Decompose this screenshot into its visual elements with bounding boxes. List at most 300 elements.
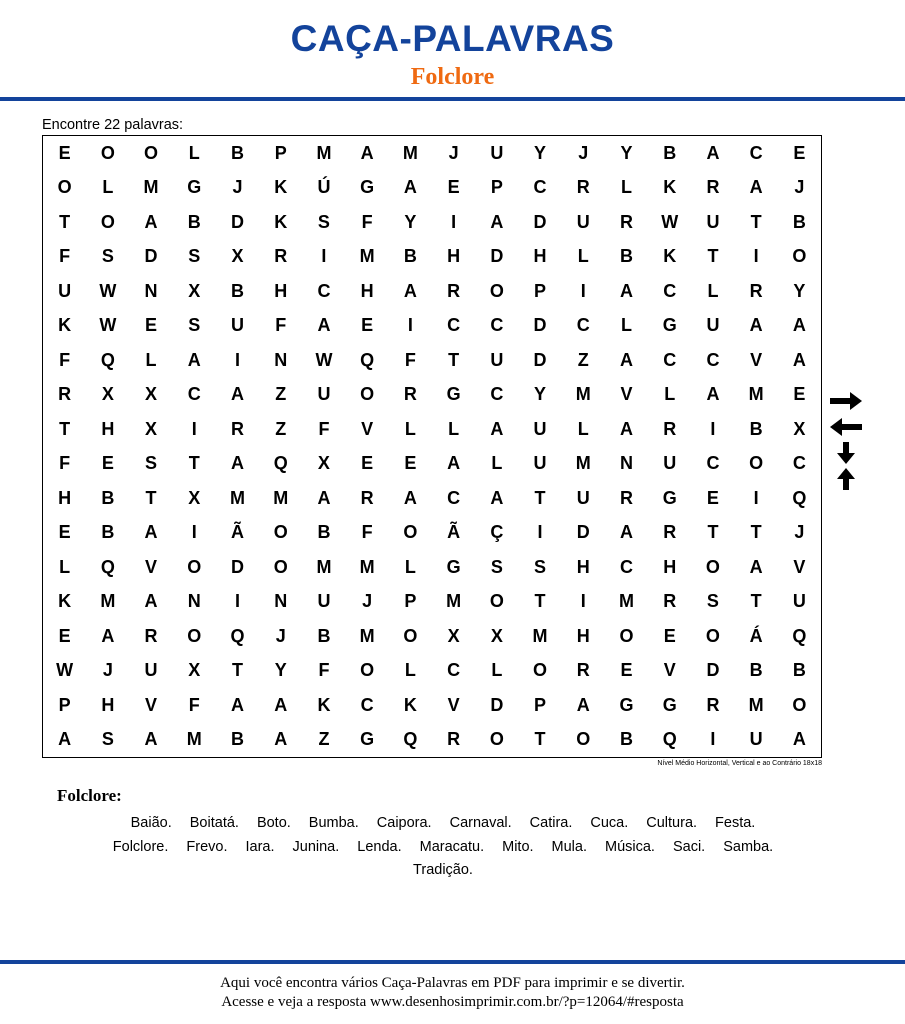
word-list-item: Baião. — [130, 815, 172, 831]
word-list-item: Saci. — [672, 838, 706, 855]
grid-cell: L — [577, 246, 589, 267]
grid-cell: O — [619, 625, 634, 646]
grid-cell: H — [576, 556, 590, 577]
word-list-item: Caipora. — [376, 815, 432, 831]
grid-cell: T — [231, 660, 243, 681]
grid-cell: E — [58, 142, 71, 163]
grid-cell: B — [230, 280, 244, 301]
grid-cell: N — [619, 453, 633, 474]
grid-cell: E — [58, 625, 71, 646]
grid-cell: C — [447, 315, 461, 336]
grid-cell: A — [144, 211, 158, 232]
grid-cell: M — [186, 729, 202, 750]
grid-cell: M — [532, 625, 548, 646]
grid-cell: R — [663, 418, 677, 439]
grid-cell: D — [490, 246, 504, 267]
grid-cell: Q — [273, 453, 288, 474]
grid-cell: D — [230, 556, 244, 577]
grid-cell: C — [447, 487, 461, 508]
grid-cell: H — [101, 694, 115, 715]
grid-cell: V — [145, 556, 158, 577]
grid-cell: I — [407, 315, 413, 336]
grid-cell: C — [663, 349, 677, 370]
grid-cell: Ç — [490, 522, 504, 543]
word-list — [40, 812, 846, 883]
grid-cell: A — [403, 177, 417, 198]
grid-cell: D — [533, 349, 547, 370]
grid-cell: A — [619, 418, 633, 439]
grid-cell: Q — [230, 625, 245, 646]
footer-line-2: Acesse e veja a resposta www.desenhosimprimir.com.br/?p=12064/#resposta — [221, 994, 684, 1010]
grid-cell: M — [748, 384, 764, 405]
grid-cell: H — [360, 280, 374, 301]
grid-cell: V — [447, 694, 460, 715]
grid-cell: X — [447, 625, 460, 646]
word-list-item: Boto. — [256, 815, 291, 831]
grid-cell: A — [187, 349, 201, 370]
grid-cell: A — [230, 453, 244, 474]
grid-cell: A — [490, 211, 504, 232]
grid-cell: B — [403, 246, 417, 267]
grid-cell: P — [58, 694, 71, 715]
grid-cell: I — [753, 246, 759, 267]
grid-cell: O — [360, 384, 375, 405]
grid-cell: B — [663, 142, 677, 163]
grid-cell: T — [534, 591, 546, 612]
grid-cell: B — [619, 246, 633, 267]
grid-cell: F — [188, 694, 200, 715]
grid-cell: X — [317, 453, 330, 474]
grid-cell: J — [362, 591, 373, 612]
word-list-item: Folclore. — [112, 838, 169, 855]
grid-cell: F — [361, 211, 373, 232]
grid-cell: V — [145, 694, 158, 715]
grid-cell: U — [533, 453, 547, 474]
grid-cell: E — [447, 177, 460, 198]
grid-cell: O — [273, 522, 288, 543]
grid-cell: U — [749, 729, 763, 750]
grid-cell: U — [533, 418, 547, 439]
grid-cell: U — [706, 211, 720, 232]
grid-cell: O — [100, 211, 115, 232]
grid-cell: A — [706, 142, 720, 163]
grid-cell: R — [576, 660, 590, 681]
grid-cell: M — [446, 591, 462, 612]
grid-cell: A — [360, 142, 374, 163]
grid-cell: I — [753, 487, 759, 508]
grid-cell: E — [361, 315, 374, 336]
grid-cell: L — [188, 142, 200, 163]
grid-cell: W — [661, 211, 679, 232]
grid-cell: R — [403, 384, 417, 405]
grid-cell: S — [534, 556, 547, 577]
grid-cell: A — [749, 315, 763, 336]
grid-cell: N — [274, 349, 288, 370]
grid-cell: T — [145, 487, 157, 508]
grid-cell: C — [663, 280, 677, 301]
grid-cell: Ã — [230, 522, 244, 543]
level-note: Nível Médio Horizontal, Vertical e ao Contrário 18x18 — [657, 760, 822, 767]
grid-cell: R — [360, 487, 374, 508]
grid-cell: A — [403, 280, 417, 301]
grid-cell: M — [575, 384, 591, 405]
grid-cell: C — [619, 556, 633, 577]
grid-cell: C — [490, 384, 504, 405]
grid-cell: O — [489, 729, 504, 750]
grid-cell: T — [534, 729, 546, 750]
grid-cell: A — [144, 522, 158, 543]
grid-cell: W — [56, 660, 74, 681]
grid-cell: Y — [404, 211, 417, 232]
word-list-item: Mito. — [502, 838, 534, 855]
header-divider — [0, 97, 905, 101]
grid-cell: C — [360, 694, 374, 715]
grid-cell: B — [101, 487, 115, 508]
grid-cell: Z — [275, 418, 287, 439]
grid-cell: P — [534, 280, 547, 301]
grid-cell: B — [749, 418, 763, 439]
grid-cell: O — [705, 625, 720, 646]
grid-cell: O — [403, 625, 418, 646]
grid-cell: E — [793, 142, 806, 163]
grid-cell: L — [404, 660, 416, 681]
grid-cell: C — [749, 142, 763, 163]
grid-cell: K — [663, 177, 677, 198]
grid-cell: A — [706, 384, 720, 405]
grid-cell: L — [404, 418, 416, 439]
grid-cell: A — [230, 694, 244, 715]
grid-cell: G — [360, 177, 375, 198]
grid-cell: P — [534, 694, 547, 715]
grid-cell: N — [274, 591, 288, 612]
grid-cell: U — [58, 280, 72, 301]
grid-cell: S — [706, 591, 719, 612]
grid-cell: V — [361, 418, 374, 439]
grid-cell: U — [576, 211, 590, 232]
grid-cell: U — [663, 453, 677, 474]
grid-cell: T — [448, 349, 460, 370]
grid-cell: T — [750, 522, 762, 543]
grid-cell: L — [59, 556, 71, 577]
grid-cell: E — [404, 453, 417, 474]
grid-cell: A — [144, 729, 158, 750]
grid-cell: L — [491, 660, 503, 681]
grid-cell: T — [59, 418, 71, 439]
grid-cell: E — [706, 487, 719, 508]
grid-cell: P — [274, 142, 287, 163]
grid-cell: A — [490, 418, 504, 439]
grid-cell: A — [619, 280, 633, 301]
grid-cell: R — [230, 418, 244, 439]
arrow-up-icon — [828, 468, 864, 490]
grid-cell: R — [619, 211, 633, 232]
grid-cell: D — [144, 246, 158, 267]
grid-cell: L — [448, 418, 460, 439]
grid-cell: S — [101, 729, 114, 750]
grid-cell: G — [662, 315, 677, 336]
grid-cell: Y — [620, 142, 633, 163]
grid-cell: D — [230, 211, 244, 232]
grid-cell: B — [317, 522, 331, 543]
grid-cell: B — [230, 729, 244, 750]
grid-cell: B — [749, 660, 763, 681]
grid-cell: B — [317, 625, 331, 646]
grid-cell: E — [58, 522, 71, 543]
word-list-item: Samba. — [723, 838, 774, 855]
grid-cell: O — [144, 142, 159, 163]
grid-cell: I — [321, 246, 327, 267]
grid-cell: K — [58, 315, 72, 336]
grid-cell: E — [620, 660, 633, 681]
grid-cell: I — [580, 280, 586, 301]
grid-cell: R — [619, 487, 633, 508]
grid-cell: N — [187, 591, 201, 612]
grid-cell: O — [792, 246, 807, 267]
grid-cell: M — [100, 591, 116, 612]
grid-cell: Q — [662, 729, 677, 750]
grid-cell: Z — [318, 729, 330, 750]
grid-cell: H — [58, 487, 72, 508]
grid-cell: R — [274, 246, 288, 267]
arrow-down-icon — [828, 442, 864, 464]
grid-cell: G — [446, 384, 461, 405]
grid-cell: R — [663, 591, 677, 612]
grid-cell: G — [446, 556, 461, 577]
word-list-item: Maracatu. — [419, 838, 485, 855]
grid-cell: T — [707, 246, 719, 267]
grid-cell: D — [576, 522, 590, 543]
grid-cell: K — [58, 591, 72, 612]
footer-divider — [0, 960, 905, 964]
grid-cell: R — [447, 280, 461, 301]
grid-cell: I — [451, 211, 457, 232]
grid-cell: F — [318, 418, 330, 439]
grid-cell: X — [188, 487, 201, 508]
grid-cell: O — [187, 556, 202, 577]
grid-cell: L — [102, 177, 114, 198]
grid-cell: R — [144, 625, 158, 646]
grid-cell: B — [619, 729, 633, 750]
grid-cell: X — [231, 246, 244, 267]
grid-cell: L — [577, 418, 589, 439]
grid-cell: A — [101, 625, 115, 646]
grid-cell: M — [359, 625, 375, 646]
grid-cell: R — [706, 177, 720, 198]
grid-cell: C — [706, 349, 720, 370]
grid-cell: C — [792, 453, 806, 474]
grid-cell: M — [575, 453, 591, 474]
word-list-item: Lenda. — [357, 838, 402, 855]
grid-cell: X — [145, 384, 158, 405]
grid-cell: C — [576, 315, 590, 336]
grid-cell: C — [490, 315, 504, 336]
word-list-item: Bumba. — [308, 815, 359, 831]
grid-cell: H — [576, 625, 590, 646]
grid-cell: A — [490, 487, 504, 508]
grid-cell: R — [576, 177, 590, 198]
grid-cell: O — [576, 729, 591, 750]
grid-cell: X — [793, 418, 806, 439]
grid-cell: S — [188, 246, 201, 267]
grid-cell: M — [273, 487, 289, 508]
grid-cell: B — [792, 211, 806, 232]
grid-cell: B — [792, 660, 806, 681]
grid-cell: S — [317, 211, 330, 232]
grid-cell: O — [273, 556, 288, 577]
footer-line-1: Aqui você encontra vários Caça-Palavras em PDF para imprimir e se divertir. — [220, 975, 685, 991]
grid-cell: L — [404, 556, 416, 577]
grid-cell: J — [232, 177, 243, 198]
grid-cell: M — [316, 556, 332, 577]
word-list-item: Boitatá. — [189, 815, 239, 831]
grid-cell: A — [274, 729, 288, 750]
grid-cell: F — [361, 522, 373, 543]
word-list-item: Tradição. — [413, 862, 473, 878]
grid-cell: I — [710, 418, 716, 439]
grid-cell: E — [793, 384, 806, 405]
word-list-item: Cultura. — [646, 815, 698, 831]
grid-cell: M — [748, 694, 764, 715]
grid-cell: I — [537, 522, 543, 543]
grid-cell: I — [580, 591, 586, 612]
grid-cell: O — [489, 591, 504, 612]
grid-cell: K — [274, 177, 288, 198]
grid-cell: J — [794, 522, 805, 543]
grid-cell: M — [359, 246, 375, 267]
grid-cell: A — [792, 729, 806, 750]
grid-cell: M — [618, 591, 634, 612]
grid-cell: N — [144, 280, 158, 301]
grid-cell: H — [101, 418, 115, 439]
grid-cell: H — [274, 280, 288, 301]
grid-cell: L — [664, 384, 676, 405]
grid-cell: K — [317, 694, 331, 715]
grid-cell: A — [144, 591, 158, 612]
arrow-right-icon — [828, 390, 864, 412]
grid-cell: U — [792, 591, 806, 612]
grid-cell: J — [275, 625, 286, 646]
page-subtitle: Folclore — [410, 64, 495, 90]
grid-cell: A — [317, 487, 331, 508]
grid-cell: C — [447, 660, 461, 681]
grid-cell: I — [234, 591, 240, 612]
grid-cell: W — [99, 315, 117, 336]
grid-cell: T — [188, 453, 200, 474]
word-list-item: Iara. — [245, 838, 275, 855]
grid-cell: Q — [360, 349, 375, 370]
grid-cell: O — [489, 280, 504, 301]
grid-cell: X — [101, 384, 114, 405]
word-list-item: Cuca. — [590, 815, 629, 831]
grid-cell: L — [620, 177, 632, 198]
grid-cell: Q — [792, 487, 807, 508]
grid-cell: Y — [534, 384, 547, 405]
grid-cell: W — [315, 349, 333, 370]
grid-cell: G — [662, 694, 677, 715]
grid-cell: J — [448, 142, 459, 163]
grid-cell: L — [707, 280, 719, 301]
grid-cell: X — [188, 660, 201, 681]
grid-cell: P — [404, 591, 417, 612]
word-list-item: Frevo. — [186, 838, 228, 855]
grid-cell: F — [59, 453, 71, 474]
grid-cell: O — [533, 660, 548, 681]
word-list-item: Junina. — [292, 838, 340, 855]
grid-cell: G — [619, 694, 634, 715]
grid-cell: B — [187, 211, 201, 232]
grid-cell: C — [187, 384, 201, 405]
grid-cell: V — [750, 349, 763, 370]
grid-cell: A — [447, 453, 461, 474]
grid-cell: F — [404, 349, 416, 370]
grid-cell: F — [59, 349, 71, 370]
grid-cell: R — [663, 522, 677, 543]
grid-cell: Ã — [447, 522, 461, 543]
arrow-left-icon — [828, 416, 864, 438]
grid-cell: A — [274, 694, 288, 715]
grid-cell: Ú — [317, 177, 331, 198]
grid-cell: C — [533, 177, 547, 198]
grid-cell: Y — [793, 280, 806, 301]
grid-cell: F — [318, 660, 330, 681]
grid-cell: E — [101, 453, 114, 474]
word-list-item: Música. — [605, 838, 655, 855]
grid-cell: C — [706, 453, 720, 474]
grid-cell: O — [792, 694, 807, 715]
grid-cell: K — [663, 246, 677, 267]
grid-cell: U — [706, 315, 720, 336]
grid-cell: E — [145, 315, 158, 336]
grid-cell: O — [100, 142, 115, 163]
grid-cell: I — [191, 418, 197, 439]
grid-cell: S — [145, 453, 158, 474]
grid-cell: D — [533, 211, 547, 232]
grid-cell: Z — [275, 384, 287, 405]
grid-cell: G — [187, 177, 202, 198]
grid-cell: B — [230, 142, 244, 163]
letter-grid — [42, 135, 822, 758]
grid-cell: H — [533, 246, 547, 267]
grid-cell: R — [749, 280, 763, 301]
page-title: CAÇA-PALAVRAS — [290, 18, 615, 59]
grid-cell: Y — [274, 660, 287, 681]
grid-cell: C — [317, 280, 331, 301]
grid-cell: X — [490, 625, 503, 646]
direction-legend — [828, 390, 864, 494]
grid-cell: O — [749, 453, 764, 474]
grid-cell: E — [663, 625, 676, 646]
grid-cell: O — [403, 522, 418, 543]
grid-cell: Q — [792, 625, 807, 646]
grid-cell: A — [792, 315, 806, 336]
grid-cell: T — [750, 591, 762, 612]
word-list-title: Folclore: — [57, 786, 122, 805]
grid-cell: E — [361, 453, 374, 474]
grid-cell: W — [99, 280, 117, 301]
grid-cell: Q — [403, 729, 418, 750]
grid-cell: T — [534, 487, 546, 508]
grid-cell: A — [403, 487, 417, 508]
grid-cell: S — [490, 556, 503, 577]
grid-cell: A — [317, 315, 331, 336]
grid-cell: Q — [100, 556, 115, 577]
grid-cell: O — [187, 625, 202, 646]
puzzle-instruction: Encontre 22 palavras: — [42, 117, 184, 133]
grid-cell: V — [793, 556, 806, 577]
grid-cell: H — [663, 556, 677, 577]
grid-cell: U — [144, 660, 158, 681]
grid-cell: O — [57, 177, 72, 198]
